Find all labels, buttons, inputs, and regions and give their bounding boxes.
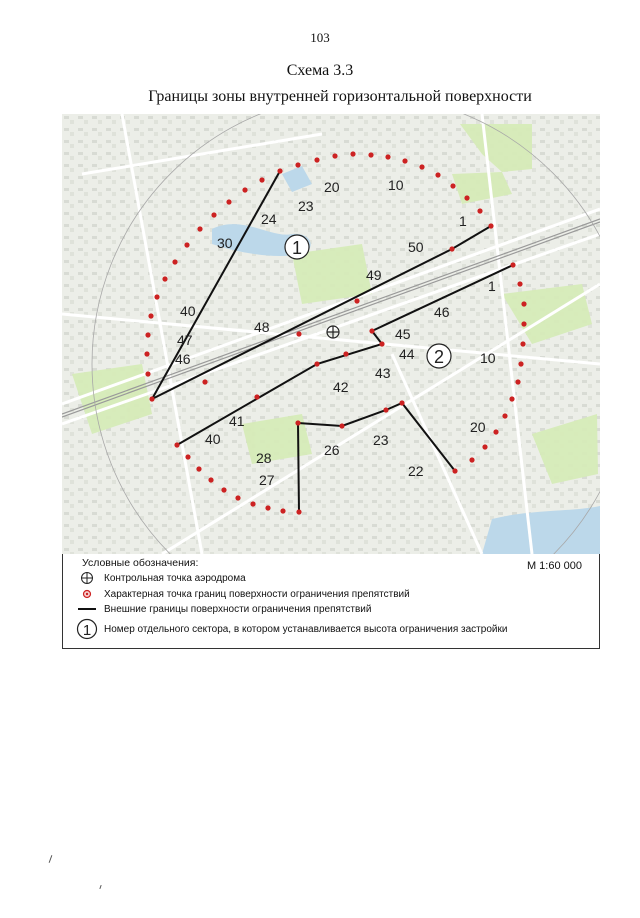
legend-label: Номер отдельного сектора, в котором устанавливается высота ограничения застройки: [104, 623, 508, 635]
map-area: [62, 114, 600, 554]
legend-label: Внешние границы поверхности ограничения препятствий: [104, 603, 372, 615]
zone-number: 10: [480, 350, 496, 366]
scan-mark: [49, 855, 53, 863]
zone-number: 22: [408, 463, 424, 479]
legend: [62, 554, 600, 649]
legend-item-sector-number: [76, 618, 507, 640]
sector-marker-2: [427, 344, 451, 368]
zone-number: 20: [324, 179, 340, 195]
svg-text:1: 1: [291, 238, 303, 258]
red-dot-icon: [76, 589, 98, 599]
zone-number: 42: [333, 379, 349, 395]
legend-label: Характерная точка границ поверхности ограничения препятствий: [104, 588, 410, 600]
zone-number: 23: [373, 432, 389, 448]
zone-number: 40: [180, 303, 196, 319]
zone-number: 20: [470, 419, 486, 435]
zone-number: 48: [254, 319, 270, 335]
zone-number: 44: [399, 346, 415, 362]
zone-number: 27: [259, 472, 275, 488]
zone-number: 47: [177, 332, 193, 348]
zone-number: 40: [205, 431, 221, 447]
legend-item-boundary-point: [76, 587, 410, 601]
svg-text:1: 1: [82, 622, 92, 639]
legend-header: Условные обозначения:: [82, 557, 199, 569]
scan-mark: [99, 885, 101, 889]
map-scale: М 1:60 000: [526, 560, 582, 572]
legend-item-control-point: [76, 571, 246, 585]
zone-number: 24: [261, 211, 277, 227]
zone-number: 30: [217, 235, 233, 251]
zone-number: 23: [298, 198, 314, 214]
black-line-icon: [76, 606, 98, 612]
zone-number: 46: [175, 351, 191, 367]
zone-number: 28: [256, 450, 272, 466]
zone-number: 10: [388, 177, 404, 193]
map-title: Границы зоны внутренней горизонтальной поверхности: [148, 88, 532, 105]
scheme-title: Схема 3.3: [286, 62, 354, 79]
zone-number: 1: [459, 213, 467, 229]
zone-number: 45: [395, 326, 411, 342]
legend-label: Контрольная точка аэродрома: [104, 572, 246, 584]
zone-number: 50: [408, 239, 424, 255]
legend-item-boundary-line: [76, 602, 371, 616]
svg-text:2: 2: [433, 347, 445, 367]
zone-number: 41: [229, 413, 245, 429]
zone-number: 1: [488, 278, 496, 294]
sector-marker-1: [285, 235, 309, 259]
zone-number: 49: [366, 267, 382, 283]
crosshair-circle-icon: [76, 571, 98, 585]
zone-number: 43: [375, 365, 391, 381]
zone-number: 46: [434, 304, 450, 320]
page-number: 103: [310, 30, 330, 45]
circled-number-icon: [76, 618, 98, 640]
aerodrome-control-point-icon: [327, 326, 339, 338]
zone-number: 26: [324, 442, 340, 458]
